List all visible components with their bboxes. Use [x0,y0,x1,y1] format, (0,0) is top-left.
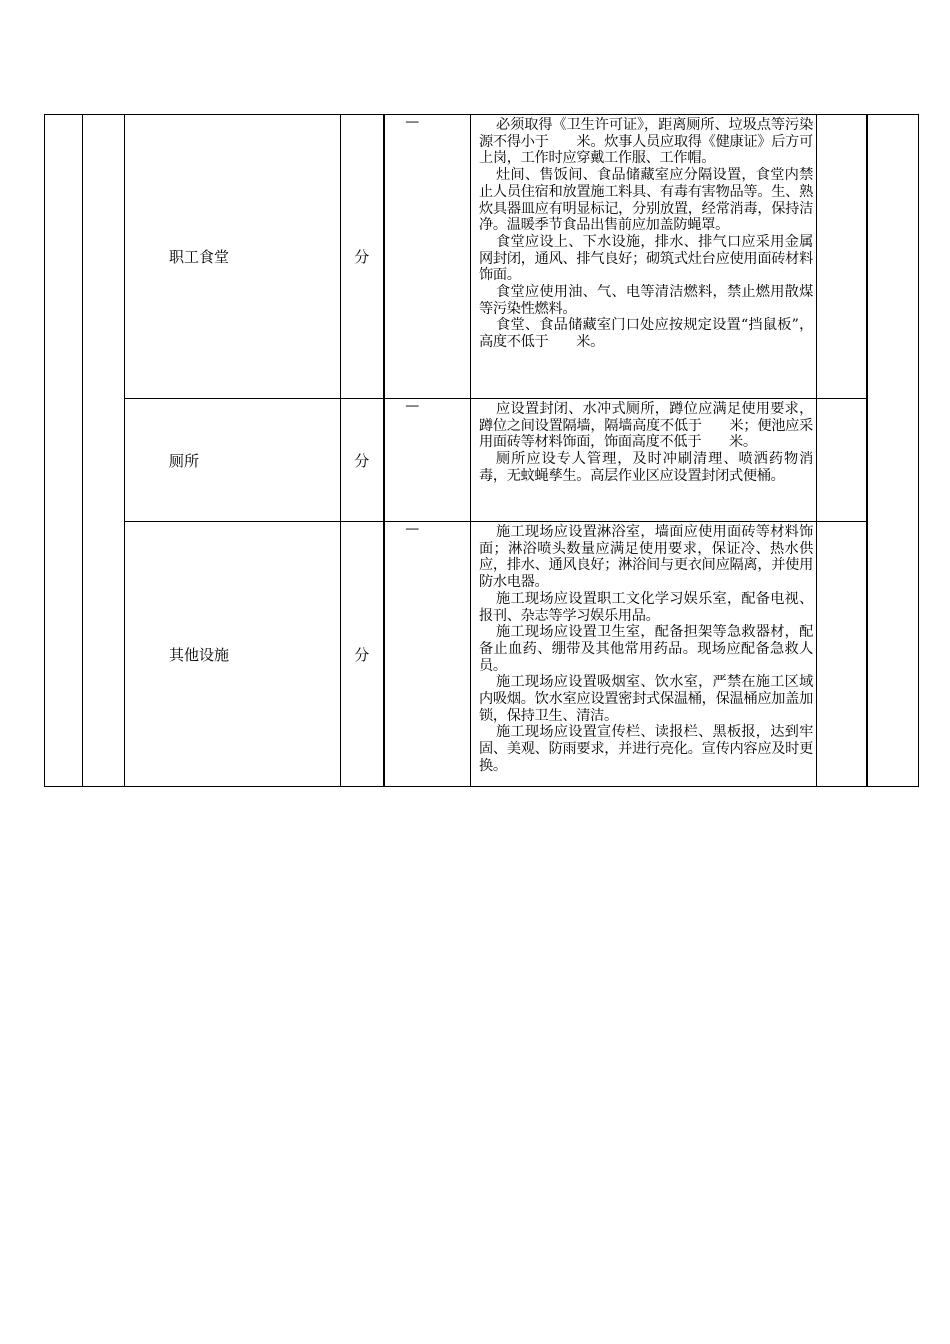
requirement-paragraph: 食堂应使用油、气、电等清洁燃料，禁止燃用散煤等污染性燃料。 [479,284,813,317]
subcategory-cell [83,115,125,787]
requirement-paragraph: 必须取得《卫生许可证》，距离厕所、垃圾点等污染源不得小于 米。炊事人员应取得《健康证》后方可上岗，工作时应穿戴工作服、工作帽。 [479,117,813,167]
requirement-text [471,522,817,787]
score-cell [817,522,867,787]
category-cell [45,115,83,787]
requirement-paragraph: 施工现场应设置宣传栏、读报栏、黑板报，达到牢固、美观、防雨要求，并进行亮化。宣传内容应及时更换。 [479,724,813,774]
requirement-paragraph: 厕所应设专人管理，及时冲刷清理、喷洒药物消毒，无蚊蝇孳生。高层作业区应设置封闭式便桶。 [479,451,813,484]
table-row [45,522,919,787]
score-cell [817,399,867,522]
item-name: 其他设施 [125,522,341,787]
score-unit: 分 [341,399,384,522]
requirement-paragraph: 灶间、售饭间、食品储藏室应分隔设置，食堂内禁止人员住宿和放置施工料具、有毒有害物品等。生、熟炊具器皿应有明显标记，分别放置，经常消毒，保持洁净。温暖季节食品出售前应加盖防蝇罩。 [479,167,813,234]
requirement-paragraph: 施工现场应设置职工文化学习娱乐室，配备电视、报刊、杂志等学习娱乐用品。 [479,590,813,624]
score-unit: 分 [341,522,384,787]
score-cell [817,115,867,399]
requirement-paragraph: 施工现场应设置淋浴室，墙面应使用面砖等材料饰面；淋浴喷头数量应满足使用要求，保证冷、热水供应，排水、通风良好；淋浴间与更衣间应隔离，并使用防水电器。 [479,524,813,591]
requirement-text [471,115,817,399]
item-name: 厕所 [125,399,341,522]
remark-cell [867,115,919,787]
deduction-dash: — [384,522,471,787]
deduction-dash: — [384,399,471,522]
score-unit: 分 [341,115,384,399]
requirement-paragraph: 施工现场应设置卫生室，配备担架等急救器材，配备止血药、绷带及其他常用药品。现场应配备急救人员。 [479,624,813,674]
requirement-text [471,399,817,522]
table-row [45,399,919,522]
requirement-paragraph: 施工现场应设置吸烟室、饮水室，严禁在施工区域内吸烟。饮水室应设置密封式保温桶，保温桶应加盖加锁，保持卫生、清洁。 [479,674,813,724]
requirement-paragraph: 食堂、食品储藏室门口处应按规定设置“挡鼠板”，高度不低于 米。 [479,317,813,351]
inspection-table [44,114,919,787]
requirement-paragraph: 应设置封闭、水冲式厕所，蹲位应满足使用要求，蹲位之间设置隔墙，隔墙高度不低于 米；便池应采用面砖等材料饰面，饰面高度不低于 米。 [479,401,813,451]
requirement-paragraph: 食堂应设上、下水设施，排水、排气口应采用金属网封闭，通风、排气良好；砌筑式灶台应使用面砖材料饰面。 [479,233,813,284]
table-row [45,115,919,399]
item-name: 职工食堂 [125,115,341,399]
deduction-dash: — [384,115,471,399]
